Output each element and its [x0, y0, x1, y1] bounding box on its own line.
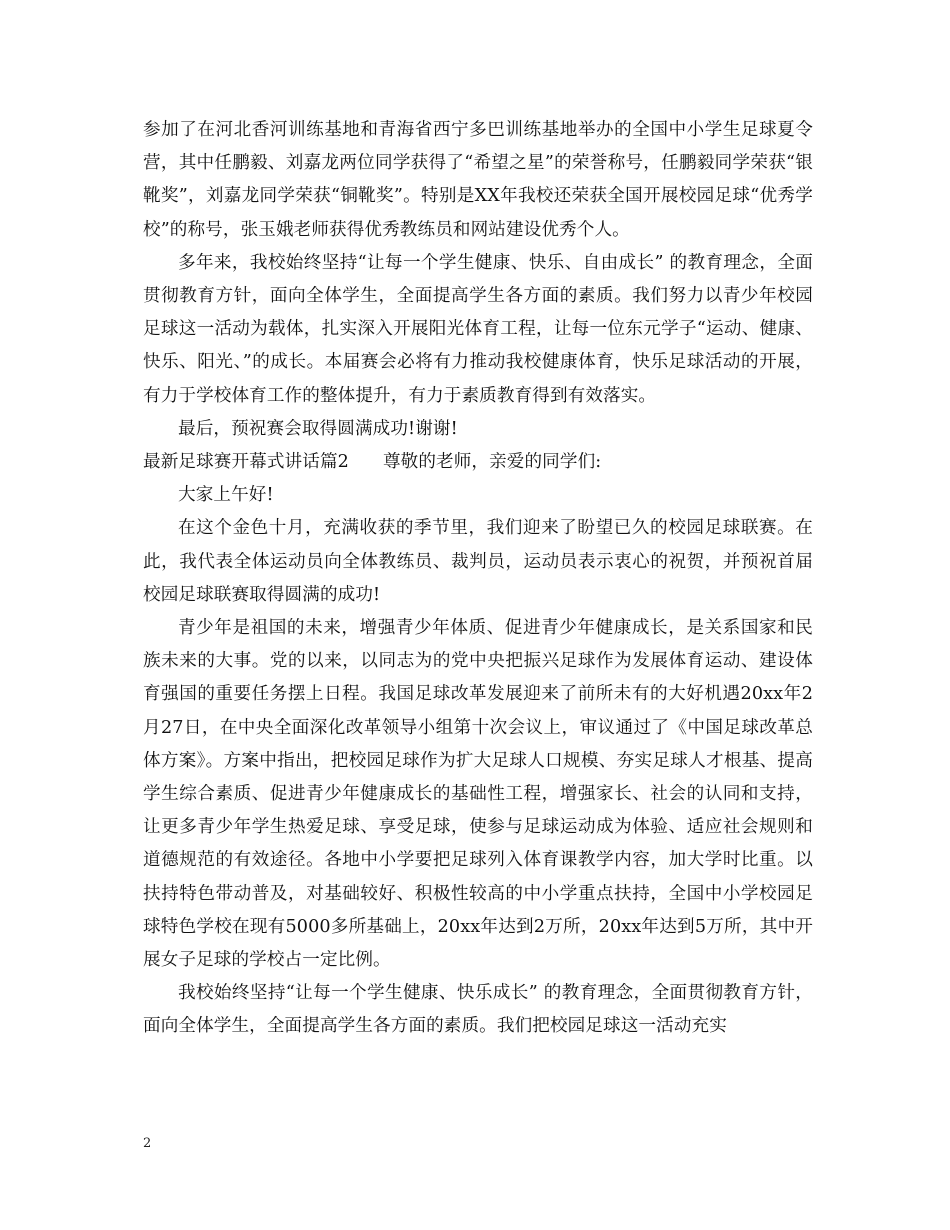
speech-salutation: 尊敬的老师，亲爱的同学们: [382, 452, 602, 473]
paragraph-school-commitment: 我校始终坚持“让每一个学生健康、快乐成长” 的教育理念，全面贯彻教育方针，面向全体学生，全面提高学生各方面的素质。我们把校园足球这一活动充实 [143, 983, 813, 1037]
paragraph-greeting: 大家上午好! [178, 485, 274, 506]
document-body [143, 114, 813, 1044]
page-number: 2 [143, 1136, 152, 1151]
paragraph-league-opening: 在这个金色十月，充满收获的季节里，我们迎来了盼望已久的校园足球联赛。在此，我代表全体运动员向全体教练员、裁判员，运动员表示衷心的祝贺，并预祝首届校园足球联赛取得圆满的成功! [143, 518, 813, 605]
paragraph-closing-wish: 最后，预祝赛会取得圆满成功!谢谢! [178, 418, 458, 439]
speech-title: 最新足球赛开幕式讲话篇2 [143, 452, 349, 473]
paragraph-award-summary: 参加了在河北香河训练基地和青海省西宁多巴训练基地举办的全国中小学生足球夏令营，其中任鹏毅、刘嘉龙两位同学获得了“希望之星”的荣誉称号，任鹏毅同学荣获“银靴奖”，刘嘉龙同学荣获“铜靴奖”。特别是XX年我校还荣获全国开展校园足球“优秀学校”的称号，张玉娥老师获得优秀教练员和网站建设优秀个人。 [143, 120, 813, 240]
paragraph-football-reform: 青少年是祖国的未来，增强青少年体质、促进青少年健康成长，是关系国家和民族未来的大事。党的以来，以同志为的党中央把振兴足球作为发展体育运动、建设体育强国的重要任务摆上日程。我国足球改革发展迎来了前所未有的大好机遇20xx年2月27日，在中央全面深化改革领导小组第十次会议上，审议通过了《中国足球改革总体方案》。方案中指出，把校园足球作为扩大足球人口规模、夯实足球人才根基、提高学生综合素质、促进青少年健康成长的基础性工程，增强家长、社会的认同和支持，让更多青少年学生热爱足球、享受足球，使参与足球运动成为体验、适应社会规则和道德规范的有效途径。各地中小学要把足球列入体育课教学内容，加大学时比重。以扶持特色带动普及，对基础较好、积极性较高的中小学重点扶持，全国中小学校园足球特色学校在现有5000多所基础上，20xx年达到2万所，20xx年达到5万所，其中开展女子足球的学校占一定比例。 [143, 618, 813, 971]
speech-heading-line [143, 446, 813, 479]
paragraph-education-philosophy: 多年来，我校始终坚持“让每一个学生健康、快乐、自由成长” 的教育理念，全面贯彻教育方针，面向全体学生，全面提高学生各方面的素质。我们努力以青少年校园足球这一活动为载体，扎实深入开展阳光体育工程，让每一位东元学子“运动、健康、快乐、阳光、”的成长。本届赛会必将有力推动我校健康体育，快乐足球活动的开展，有力于学校体育工作的整体提升，有力于素质教育得到有效落实。 [143, 252, 813, 406]
